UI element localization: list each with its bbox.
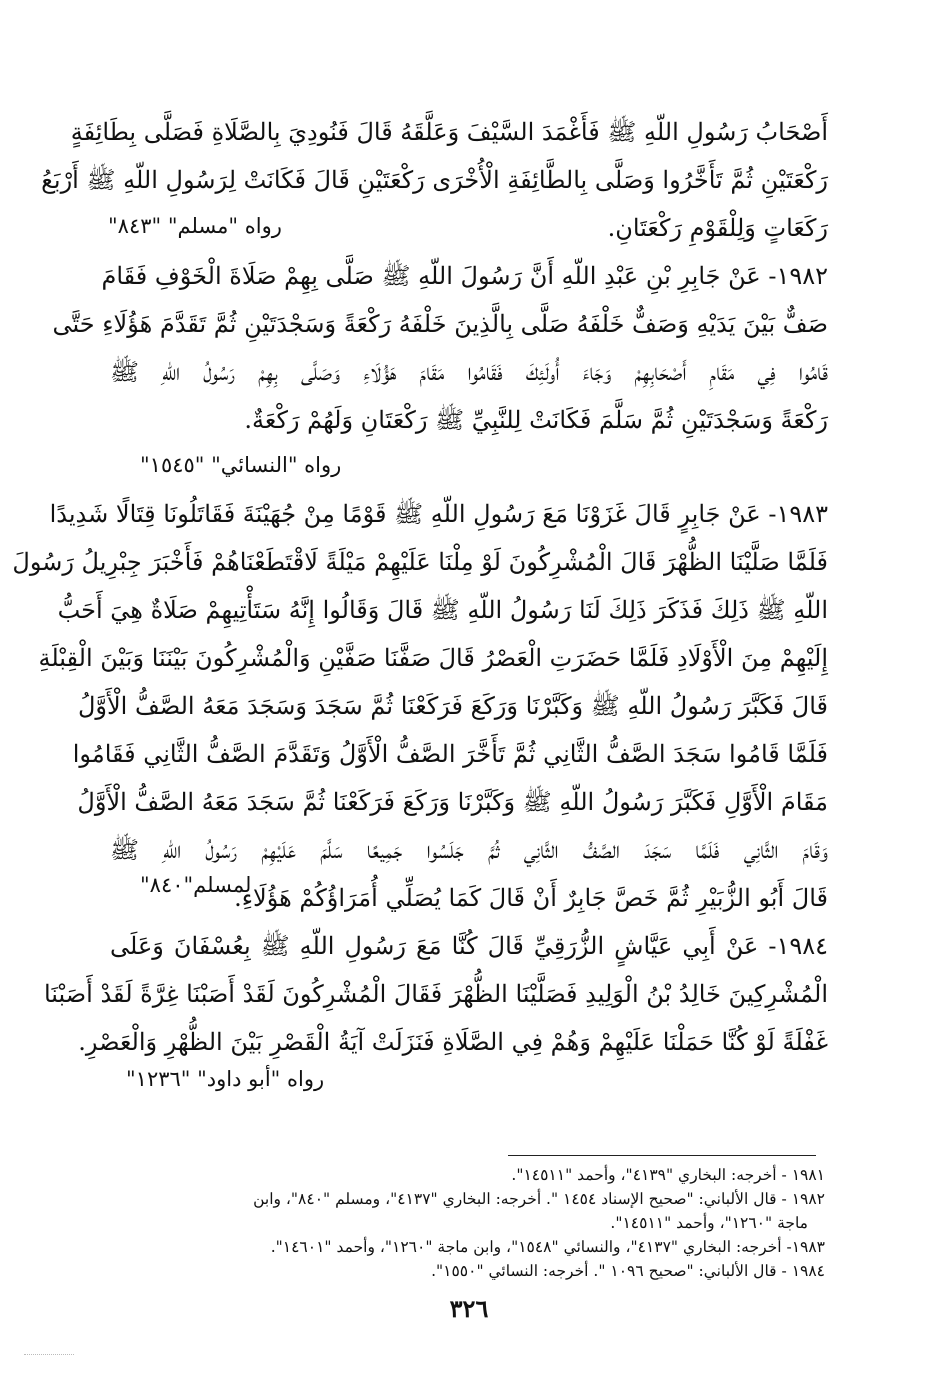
text-line: فَلَمَّا قَامُوا سَجَدَ الصَّفُّ الثَّانِي ثُمَّ تَأَخَّرَ الصَّفُّ الْأَوَّلُ وَتَقَدَّمَ الصَّفُّ الثَّانِي فَقَامُوا bbox=[72, 740, 828, 768]
hadith-reference: لمسلم"٨٤٠" bbox=[140, 873, 252, 897]
text-line: مَقَامَ الْأَوَّلِ فَكَبَّرَ رَسُولُ اللّهِ ﷺ وَكَبَّرْنَا وَرَكَعَ فَرَكَعْنَا ثُمَّ سَجَدَ مَعَهُ الصَّفُّ الْأَوَّلُ bbox=[77, 788, 828, 816]
hadith-1984-line: ١٩٨٤- عَنْ أَبِي عَيَّاشٍ الزُّرَقِيِّ قَالَ كُنَّا مَعَ رَسُولِ اللّهِ ﷺ بِعُسْفَانَ وَعَلَى bbox=[110, 932, 828, 960]
text-line: فَلَمَّا صَلَّيْنَا الظُّهْرَ قَالَ الْمُشْرِكُونَ لَوْ مِلْنَا عَلَيْهِمْ مَيْلَةً لَاقْتَطَعْنَاهُمْ فَأَخْبَرَ جِبْرِيلُ رَسُولَ bbox=[12, 548, 828, 576]
footnote: ١٩٨١ - أخرجه: البخاري "٤١٣٩"، وأحمد "١٤٥١١". bbox=[511, 1166, 825, 1184]
hadith-1982-line: ١٩٨٢- عَنْ جَابِرِ بْنِ عَبْدِ اللّهِ أَنَّ رَسُولَ اللّهِ ﷺ صَلَّى بِهِمْ صَلَاةَ الْخَوْفِ فَقَامَ bbox=[101, 262, 828, 290]
text-line: رَكَعَاتٍ وَلِلْقَوْمِ رَكْعَتَانِ. bbox=[607, 214, 828, 242]
hadith-reference: رواه "مسلم" "٨٤٣" bbox=[108, 214, 282, 238]
text-line: قَامُوا فِي مَقَامِ أَصْحَابِهِمْ وَجَاءَ أُولَئِكَ فَقَامُوا مَقَامَ هَؤُلَاءِ وَصَلَّى بِهِمْ رَسُولُ اللّهِ ﷺ bbox=[110, 358, 828, 386]
scan-artifact bbox=[24, 1354, 74, 1355]
text-line: صَفٌّ بَيْنَ يَدَيْهِ وَصَفٌّ خَلْفَهُ صَلَّى بِالَّذِينَ خَلْفَهُ رَكْعَةً وَسَجْدَتَيْنِ ثُمَّ تَقَدَّمَ هَؤُلَاءِ حَتَّى bbox=[52, 310, 828, 338]
text-line: رَكْعَةً وَسَجْدَتَيْنِ ثُمَّ سَلَّمَ فَكَانَتْ لِلنَّبِيِّ ﷺ رَكْعَتَانِ وَلَهُمْ رَكْعَةٌ. bbox=[244, 406, 828, 434]
text-line: الْمُشْرِكِينَ خَالِدُ بْنُ الْوَلِيدِ فَصَلَّيْنَا الظُّهْرَ فَقَالَ الْمُشْرِكُونَ لَقَدْ أَصَبْنَا غِرَّةً لَقَدْ أَصَبْنَا bbox=[43, 980, 828, 1008]
hadith-reference: رواه "النسائي" "١٥٤٥" bbox=[140, 453, 342, 477]
footnote: ١٩٨٣- أخرجه: البخاري "٤١٣٧"، والنسائي "١٥٤٨"، وابن ماجة "١٢٦٠"، وأحمد "١٤٦٠١". bbox=[270, 1238, 825, 1256]
text-line: قَالَ أَبُو الزُّبَيْرِ ثُمَّ خَصَّ جَابِرٌ أَنْ قَالَ كَمَا يُصَلِّي أُمَرَاؤُكُمْ هَؤُلَاءِ. bbox=[234, 884, 828, 912]
hadith-1983-line: ١٩٨٣- عَنْ جَابِرٍ قَالَ غَزَوْنَا مَعَ رَسُولِ اللّهِ ﷺ قَوْمًا مِنْ جُهَيْنَةَ فَقَاتَلُونَا قِتَالًا شَدِيدًا bbox=[49, 500, 828, 528]
text-line: اللّهِ ﷺ ذَلِكَ فَذَكَرَ ذَلِكَ لَنَا رَسُولُ اللّهِ ﷺ قَالَ وَقَالُوا إِنَّهُ سَتَأْتِيهِمْ صَلَاةٌ هِيَ أَحَبُّ bbox=[57, 596, 828, 624]
text-line: إِلَيْهِمْ مِنَ الْأَوْلَادِ فَلَمَّا حَضَرَتِ الْعَصْرُ قَالَ صَفَّنَا صَفَّيْنِ وَالْمُشْرِكُونَ بَيْنَنَا وَبَيْنَ الْقِبْلَةِ bbox=[38, 644, 828, 672]
hadith-reference: رواه "أبو داود" "١٢٣٦" bbox=[126, 1067, 325, 1091]
text-line: أَصْحَابُ رَسُولِ اللّهِ ﷺ فَأَغْمَدَ السَّيْفَ وَعَلَّقَهُ قَالَ فَنُودِيَ بِالصَّلَاةِ فَصَلَّى بِطَائِفَةٍ bbox=[70, 118, 828, 146]
text-line: رَكْعَتَيْنِ ثُمَّ تَأَخَّرُوا وَصَلَّى بِالطَّائِفَةِ الْأُخْرَى رَكْعَتَيْنِ قَالَ فَكَانَتْ لِرَسُولِ اللّهِ ﷺ أَرْبَعُ bbox=[41, 166, 828, 194]
footnote: ١٩٨٢ - قال الألباني: "صحيح الإسناد ١٤٥٤ ". أخرجه: البخاري "٤١٣٧"، ومسلم "٨٤٠"، وابن bbox=[253, 1190, 825, 1208]
text-line: غَفْلَةً لَوْ كُنَّا حَمَلْنَا عَلَيْهِمْ وَهُمْ فِي الصَّلَاةِ فَنَزَلَتْ آيَةُ الْقَصْرِ بَيْنَ الظُّهْرِ وَالْعَصْرِ. bbox=[78, 1028, 828, 1056]
text-line: قَالَ فَكَبَّرَ رَسُولُ اللّهِ ﷺ وَكَبَّرْنَا وَرَكَعَ فَرَكَعْنَا ثُمَّ سَجَدَ وَسَجَدَ مَعَهُ الصَّفُّ الْأَوَّلُ bbox=[77, 692, 828, 720]
footnote-separator bbox=[508, 1155, 816, 1156]
text-line: وَقَامَ الثَّانِي فَلَمَّا سَجَدَ الصَّفُّ الثَّانِي ثُمَّ جَلَسُوا جَمِيعًا سَلَّمَ عَلَيْهِمْ رَسُولُ اللّهِ ﷺ bbox=[110, 836, 828, 864]
footnote: ماجة "١٢٦٠"، وأحمد "١٤٥١١". bbox=[610, 1214, 808, 1232]
footnote: ١٩٨٤ - قال الألباني: "صحيح ١٠٩٦ ". أخرجه: النسائي "١٥٥٠". bbox=[431, 1262, 825, 1280]
page-number: ٣٢٦ bbox=[449, 1294, 489, 1323]
